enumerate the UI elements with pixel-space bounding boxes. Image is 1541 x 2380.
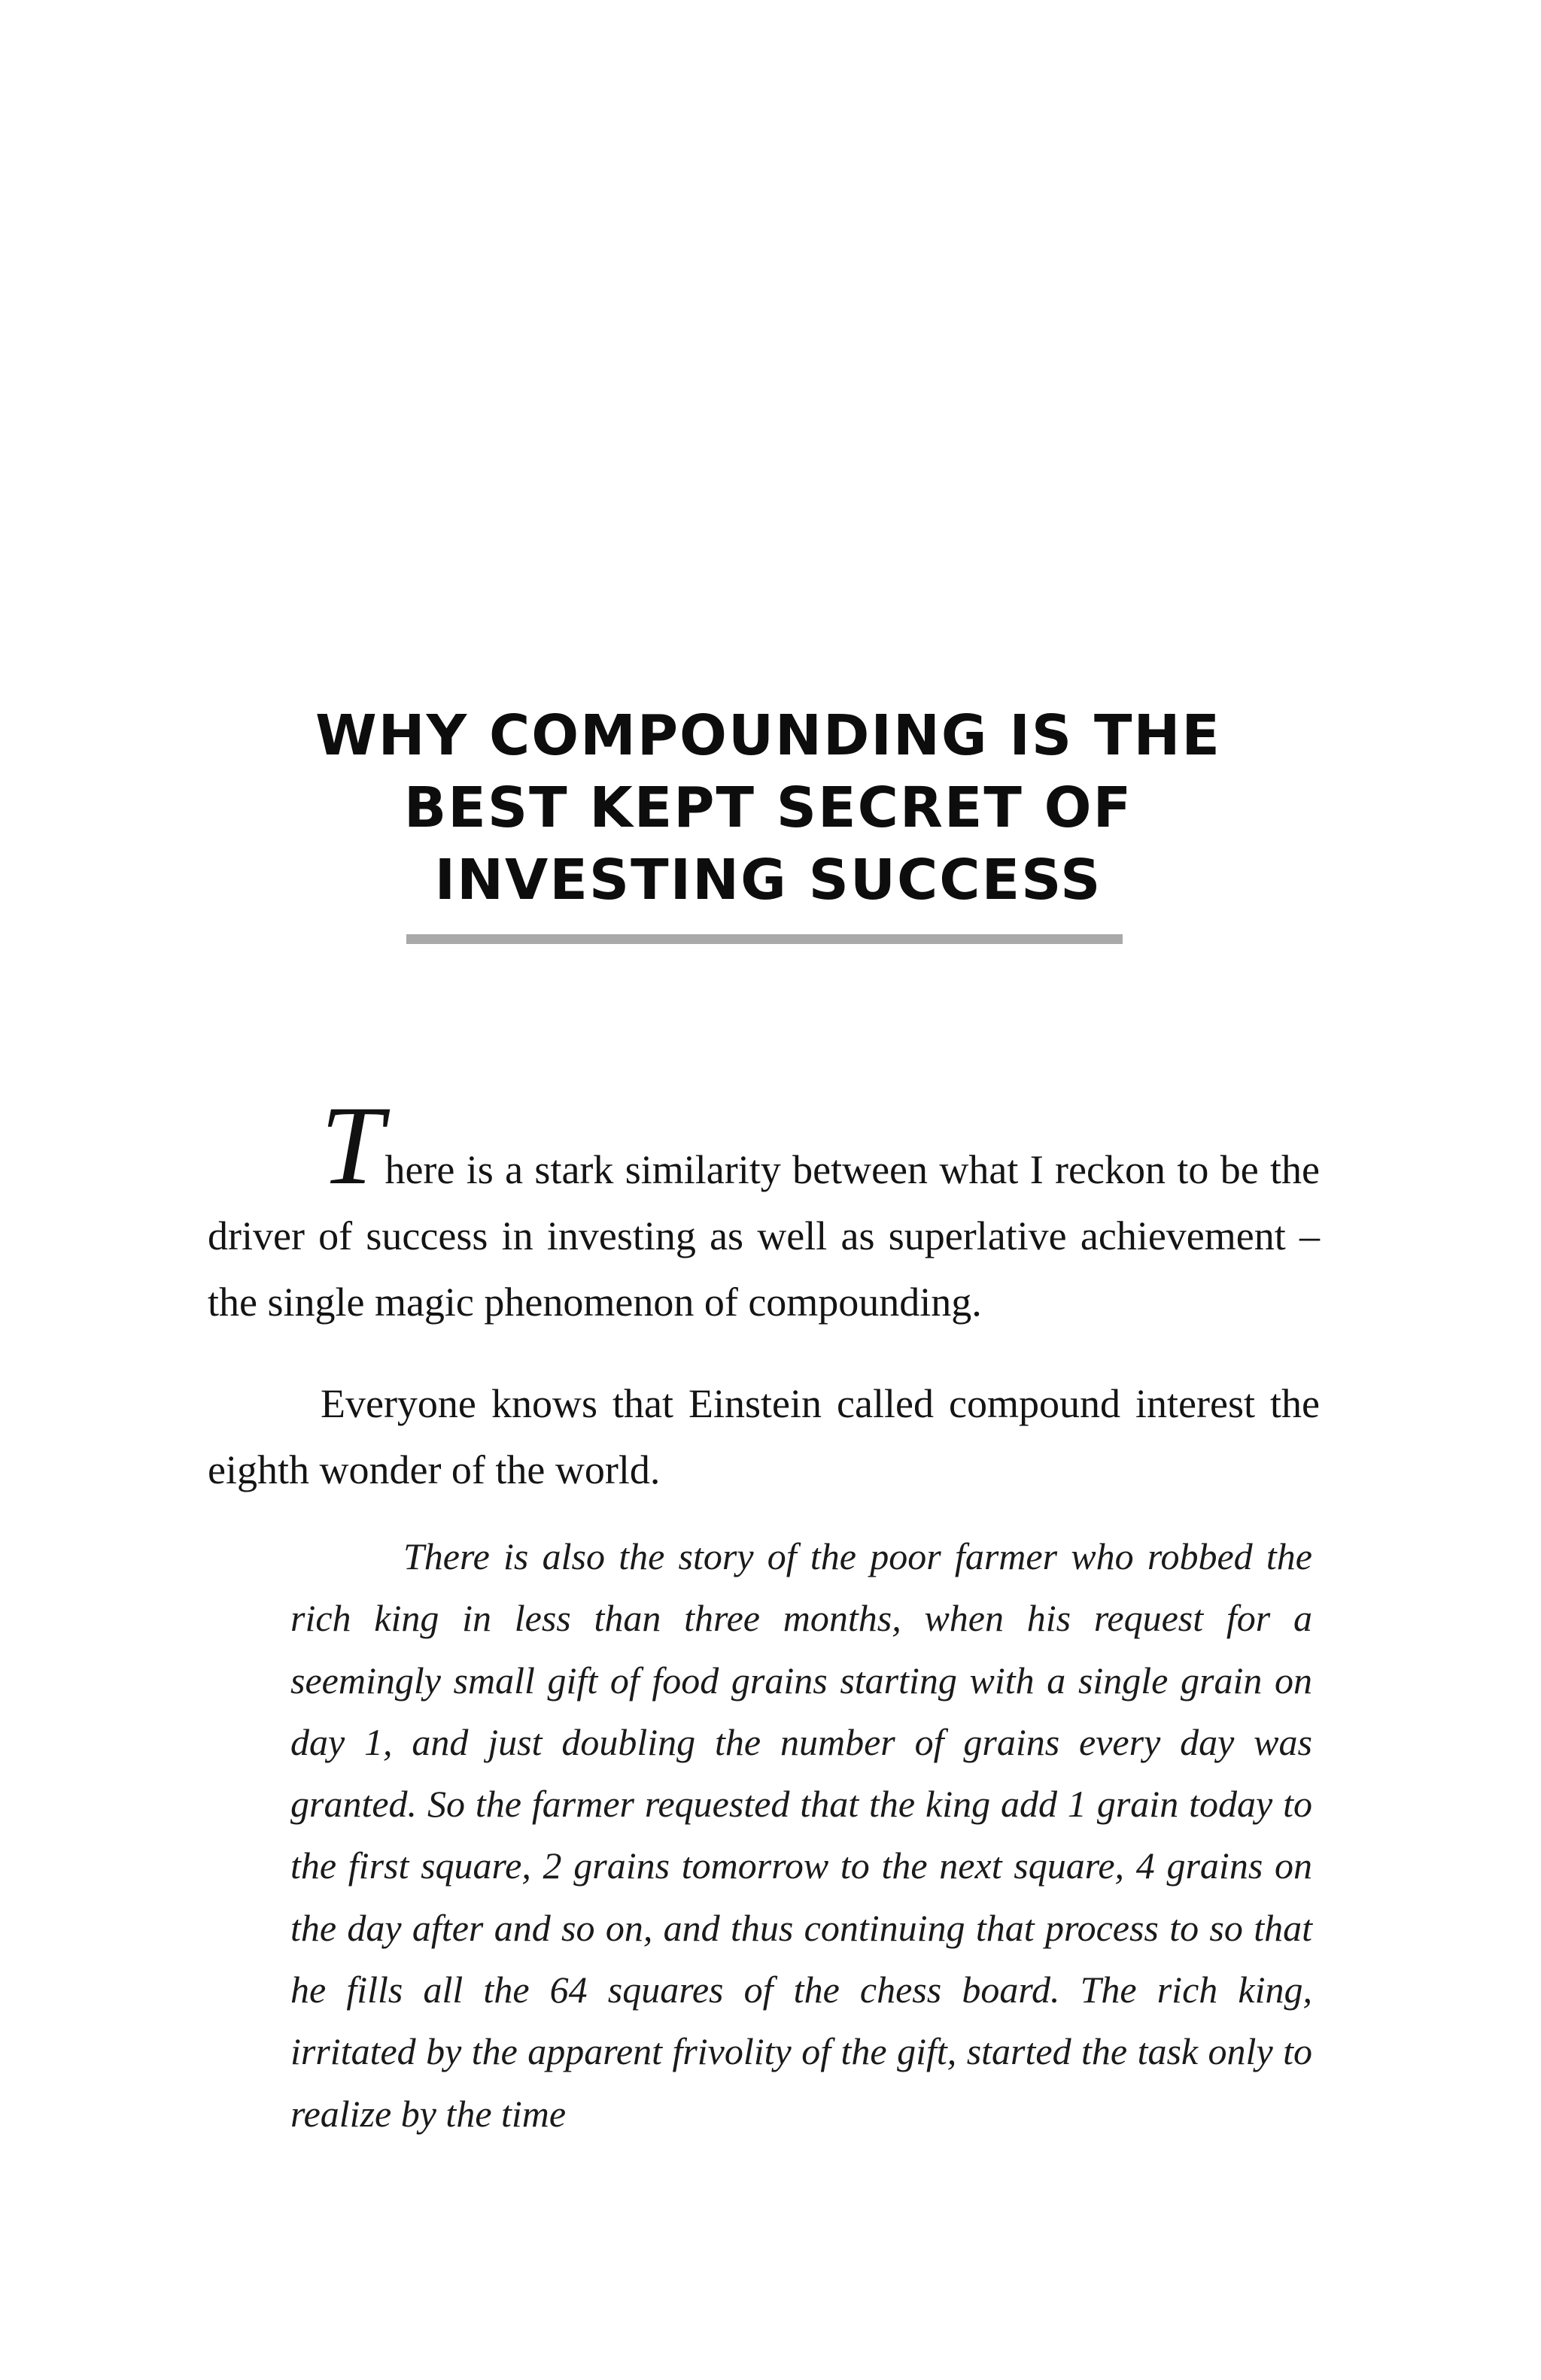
title-underline-rule [406, 934, 1123, 944]
chapter-title-line-1: WHY COMPOUNDING IS THE [315, 703, 1221, 768]
chapter-title-line-3: INVESTING SUCCESS [434, 848, 1102, 912]
drop-cap: T [321, 1083, 384, 1208]
opening-paragraph [208, 1083, 1320, 1335]
second-paragraph: Everyone knows that Einstein called compound interest the eighth wonder of the world. [208, 1381, 1320, 1492]
chapter-title-line-2: BEST KEPT SECRET OF [403, 776, 1133, 840]
opening-paragraph-text: here is a stark similarity between what I reckon to be the driver of success in investing as well as superlative achievement – the single magic phenomenon of compounding. [208, 1147, 1320, 1325]
chapter-title [208, 700, 1329, 916]
block-quote: There is also the story of the poor farmer who robbed the rich king in less than three months, when his request for a seemingly small gift of food grains starting with a single grain on day 1, and just doubling the number of grains every day was granted. So the farmer requested that the king add 1 grain today to the first square, 2 grains tomorrow to the next square, 4 grains on the day after and so on, and thus continuing that process to so that he fills all the 64 squares of the chess board. The rich king, irritated by the apparent frivolity of the gift, started the task only to realize by the time [290, 1535, 1312, 2135]
